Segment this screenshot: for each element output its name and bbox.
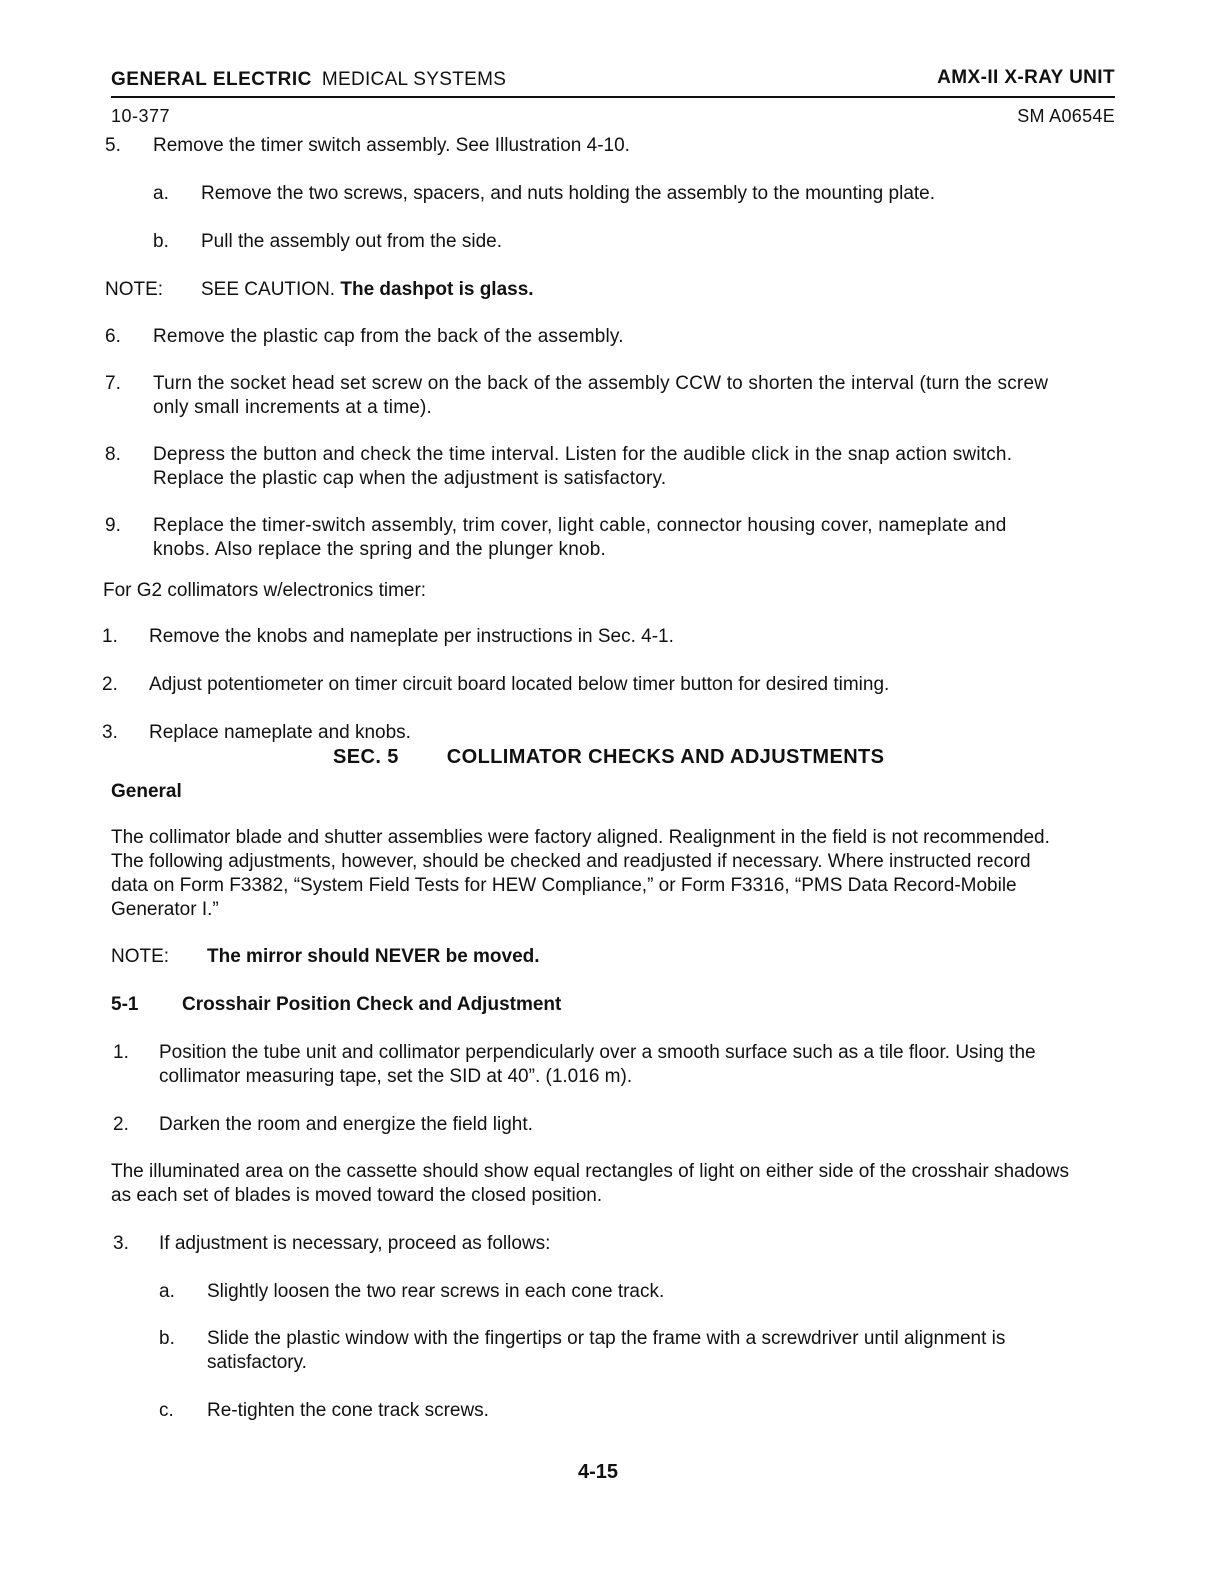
step-number: 1.: [113, 1042, 129, 1063]
substep-text: Remove the two screws, spacers, and nuts holding the assembly to the mounting plate.: [201, 183, 936, 204]
substep-letter: a.: [159, 1281, 175, 1302]
step-number: 9.: [105, 515, 121, 536]
step-text: Remove the plastic cap from the back of the assembly.: [153, 326, 624, 347]
division-name: MEDICAL SYSTEMS: [321, 69, 507, 90]
step-number: 3.: [113, 1233, 129, 1254]
illumination-paragraph: The illuminated area on the cassette should show equal rectangles of light on either side of the crosshair shadows as each set of blades is moved toward the closed position.: [111, 1161, 1069, 1206]
substep-text: Pull the assembly out from the side.: [201, 231, 502, 252]
header-left: [111, 68, 506, 92]
substep-letter: b.: [159, 1328, 175, 1349]
step-text: Replace nameplate and knobs.: [149, 722, 411, 743]
step-text: Depress the button and check the time interval. Listen for the audible click in the snap action switch. Replace the plastic cap when the adjustment is satisfactory.: [153, 444, 1013, 489]
manual-code: SM A0654E: [1017, 106, 1115, 126]
step-text: Position the tube unit and collimator perpendicularly over a smooth surface such as a tile floor. Using the collimator measuring tape, set the SID at 40”. (1.016 m).: [159, 1042, 1036, 1087]
mirror-note: The mirror should NEVER be moved.: [207, 946, 540, 967]
caution-emphasis: The dashpot is glass.: [340, 279, 534, 300]
step-text: If adjustment is necessary, proceed as follows:: [159, 1233, 551, 1254]
step-number: 5.: [105, 135, 121, 156]
section-number: SEC. 5: [333, 746, 399, 768]
date-code: 10-377: [111, 106, 171, 126]
step-text: Replace the timer-switch assembly, trim cover, light cable, connector housing cover, nameplate and knobs. Also replace the spring and the plunger knob.: [153, 515, 1007, 560]
step-number: 8.: [105, 444, 121, 465]
subsection-title: Crosshair Position Check and Adjustment: [182, 994, 562, 1015]
substep-text: Slightly loosen the two rear screws in each cone track.: [207, 1281, 665, 1302]
note-label: NOTE:: [111, 946, 170, 967]
step-number: 1.: [102, 626, 118, 647]
step-number: 3.: [102, 722, 118, 743]
substep-letter: a.: [153, 183, 169, 204]
step-number: 2.: [113, 1114, 129, 1135]
step-text: Remove the knobs and nameplate per instructions in Sec. 4-1.: [149, 626, 674, 647]
substep-text: Re-tighten the cone track screws.: [207, 1400, 489, 1421]
general-heading: General: [111, 781, 182, 802]
caution-text: SEE CAUTION.: [201, 279, 336, 300]
header-rule: [111, 96, 1115, 98]
page-number: 4-15: [578, 1461, 619, 1483]
caution-note: [201, 278, 534, 302]
substep-text: Slide the plastic window with the fingertips or tap the frame with a screwdriver until alignment is satisfactory.: [207, 1328, 1006, 1373]
step-text: Turn the socket head set screw on the back of the assembly CCW to shorten the interval (turn the screw only small increments at a time).: [153, 373, 1049, 418]
company-name: GENERAL ELECTRIC: [111, 69, 312, 90]
section-heading: COLLIMATOR CHECKS AND ADJUSTMENTS: [446, 746, 885, 768]
g2-intro: For G2 collimators w/electronics timer:: [103, 580, 427, 601]
general-paragraph: The collimator blade and shutter assemblies were factory aligned. Realignment in the field is not recommended. The following adjustments, however, should be checked and readjusted if necessary. Where instructed record data on Form F3382, “System Field Tests for HEW Compliance,” or Form F3316, “PMS Data Record-Mobile Generator I.”: [111, 827, 1050, 920]
section-title: [333, 745, 884, 769]
step-number: 7.: [105, 373, 121, 394]
product-name: AMX-II X-RAY UNIT: [937, 67, 1115, 88]
subsection-number: 5-1: [111, 994, 139, 1015]
step-number: 2.: [102, 674, 118, 695]
step-text: Darken the room and energize the field light.: [159, 1114, 533, 1135]
step-number: 6.: [105, 326, 121, 347]
substep-letter: c.: [159, 1400, 174, 1421]
substep-letter: b.: [153, 231, 169, 252]
step-text: Adjust potentiometer on timer circuit board located below timer button for desired timing.: [149, 674, 890, 695]
note-label: NOTE:: [105, 279, 164, 300]
step-text: Remove the timer switch assembly. See Illustration 4-10.: [153, 135, 630, 156]
